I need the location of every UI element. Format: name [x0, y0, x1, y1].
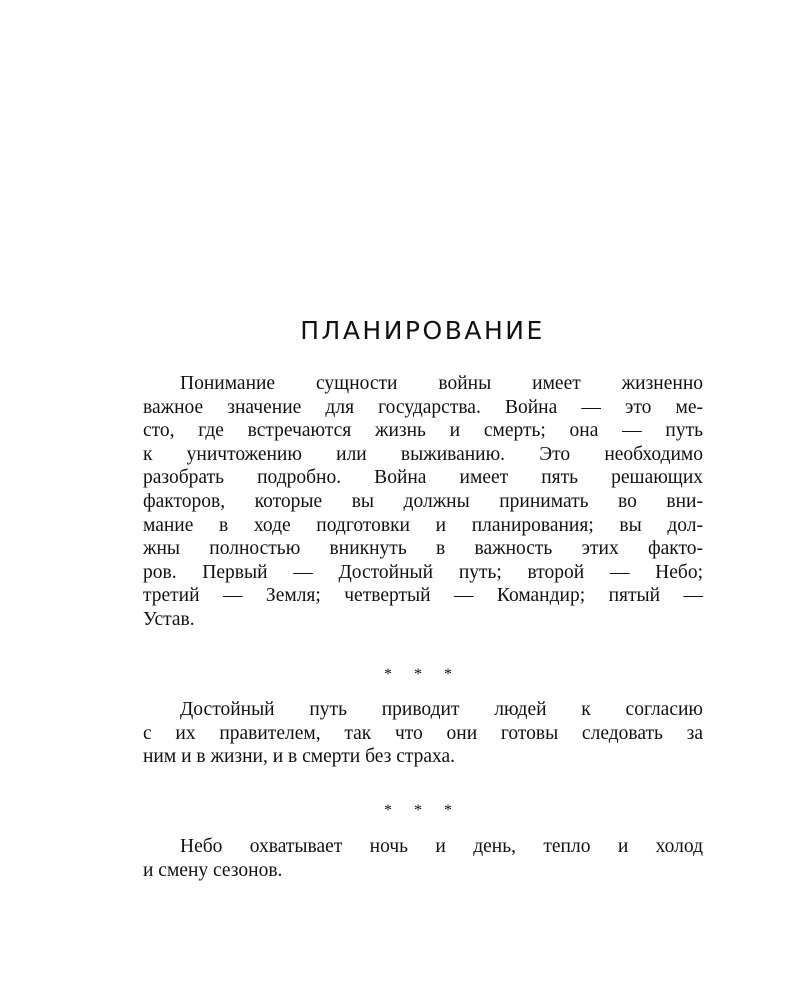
paragraph-line: Достойный путь приводит людей к согласию — [180, 699, 703, 720]
paragraph-understanding-war — [143, 372, 703, 632]
paragraph-line: Устав. — [143, 608, 195, 630]
paragraph-line: факторов, которые вы должны принимать во вни- — [143, 490, 703, 512]
paragraph-line: к уничтожению или выживанию. Это необходимо — [143, 443, 703, 465]
paragraph-line: ров. Первый — Достойный путь; второй — Небо; — [143, 561, 703, 583]
paragraph-line: мание в ходе подготовки и планирования; вы дол- — [143, 514, 703, 536]
paragraph-line: разобрать подробно. Война имеет пять решающих — [143, 467, 703, 489]
paragraph-line: жны полностью вникнуть в важность этих факто- — [143, 538, 703, 560]
paragraph-heaven — [143, 835, 703, 882]
section-separator: * * * — [384, 666, 461, 683]
paragraph-line: с их правителем, так что они готовы следовать за — [143, 722, 703, 744]
paragraph-line: Понимание сущности войны имеет жизненно — [180, 373, 703, 394]
paragraph-line: важное значение для государства. Война — это ме- — [143, 396, 703, 418]
paragraph-line: и смену сезонов. — [143, 859, 283, 881]
paragraph-line: сто, где встречаются жизнь и смерть; она — путь — [143, 420, 703, 442]
chapter-title: ПЛАНИРОВАНИЕ — [300, 316, 545, 345]
paragraph-line: Небо охватывает ночь и день, тепло и холод — [180, 836, 703, 857]
paragraph-worthy-path — [143, 698, 703, 769]
paragraph-line: третий — Земля; четвертый — Командир; пятый — — [143, 585, 703, 607]
paragraph-line: ним и в жизни, и в смерти без страха. — [143, 746, 456, 768]
section-separator: * * * — [384, 802, 461, 819]
